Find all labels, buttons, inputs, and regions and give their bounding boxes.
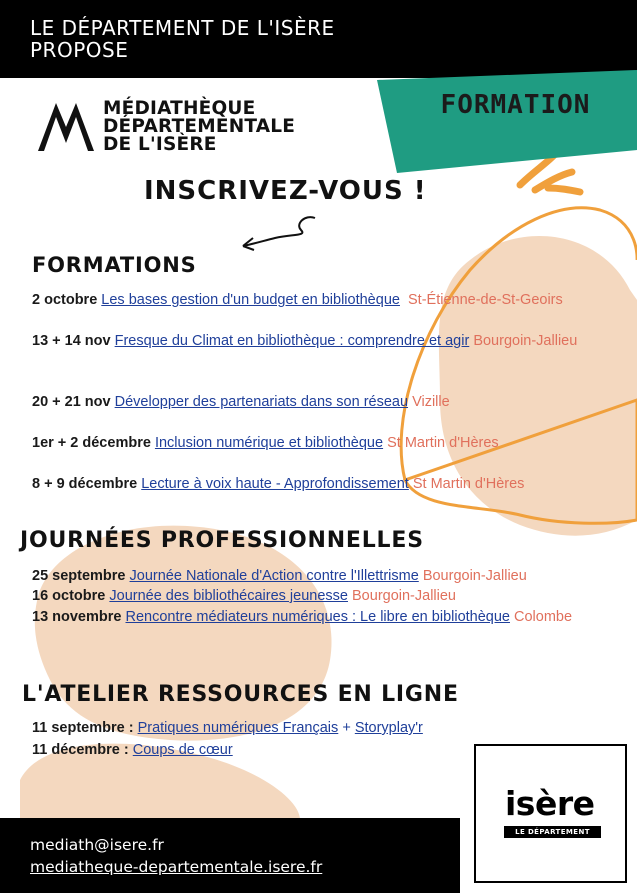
formation-date: 13 + 14 nov: [32, 333, 111, 349]
formation-date: 2 octobre: [32, 292, 98, 308]
logo-line-1: MÉDIATHÈQUE: [103, 98, 256, 119]
header-title: LE DÉPARTEMENT DE L'ISÈRE PROPOSE: [30, 16, 335, 62]
formation-item: [32, 433, 622, 453]
formation-place: Bourgoin-Jallieu: [473, 333, 578, 349]
footer-email[interactable]: mediath@isere.fr: [30, 836, 164, 854]
atelier-link[interactable]: Storyplay'r: [354, 720, 423, 736]
isere-logo-subtitle: LE DÉPARTEMENT: [504, 826, 601, 838]
journee-place: Bourgoin-Jallieu: [422, 568, 527, 584]
journee-link[interactable]: Journée des bibliothécaires jeunesse: [109, 588, 348, 604]
mediatheque-logo-icon: [36, 101, 96, 153]
journee-item: [32, 566, 622, 586]
formation-place: St-Étienne-de-St-Geoirs: [408, 292, 563, 308]
journee-item: [32, 607, 606, 627]
atelier-separator: +: [342, 720, 351, 736]
formation-link[interactable]: Inclusion numérique et bibliothèque: [154, 435, 384, 451]
formations-title: FORMATIONS: [32, 253, 197, 277]
logo-text: [103, 100, 295, 154]
formation-date: 1er + 2 décembre: [32, 435, 151, 451]
journee-link[interactable]: Rencontre médiateurs numériques : Le libre en bibliothèque: [125, 609, 510, 625]
logo-line-2: DÉPARTEMENTALE: [103, 116, 296, 137]
atelier-link[interactable]: Coups de cœur: [132, 742, 233, 758]
formation-link[interactable]: Développer des partenariats dans son réseau: [114, 394, 409, 410]
inscrivez-vous-heading: INSCRIVEZ-VOUS !: [144, 176, 427, 206]
formation-banner: [372, 70, 637, 175]
formation-item: [32, 331, 622, 351]
formation-link[interactable]: Lecture à voix haute - Approfondissement: [141, 476, 409, 492]
formation-item: [32, 392, 622, 412]
footer-website[interactable]: mediatheque-departementale.isere.fr: [30, 858, 323, 876]
formation-link[interactable]: Fresque du Climat en bibliothèque : comprendre et agir: [114, 333, 470, 349]
arrow-icon: [235, 212, 325, 252]
formation-place: St Martin d'Hères: [412, 476, 525, 492]
journee-link[interactable]: Journée Nationale d'Action contre l'Illettrisme: [129, 568, 419, 584]
journee-date: 13 novembre: [32, 609, 122, 625]
isere-logo-word: isère: [505, 784, 595, 823]
formation-link[interactable]: Les bases gestion d'un budget en bibliothèque: [101, 292, 400, 308]
journee-place: Bourgoin-Jallieu: [352, 588, 456, 604]
journee-date: 16 octobre: [32, 588, 106, 604]
formation-item: [32, 474, 622, 494]
atelier-item: [32, 718, 592, 738]
journee-place: Colombe: [514, 609, 573, 625]
formation-place: St Martin d'Hères: [387, 435, 499, 451]
atelier-date: 11 décembre :: [32, 742, 129, 758]
atelier-title: L'ATELIER RESSOURCES EN LIGNE: [22, 682, 459, 707]
journee-item: [32, 586, 622, 606]
formation-date: 8 + 9 décembre: [32, 476, 138, 492]
footer-bar: [0, 818, 460, 893]
formation-date: 20 + 21 nov: [32, 394, 111, 410]
formation-place: Vizille: [412, 394, 450, 410]
formation-item: [32, 290, 622, 310]
atelier-date: 11 septembre :: [32, 720, 134, 736]
journee-date: 25 septembre: [32, 568, 126, 584]
formation-banner-label: FORMATION: [440, 90, 591, 120]
atelier-link[interactable]: Pratiques numériques Français: [137, 720, 339, 736]
logo-line-3: DE L'ISÈRE: [103, 134, 217, 155]
journees-title: JOURNÉES PROFESSIONNELLES: [20, 528, 424, 553]
